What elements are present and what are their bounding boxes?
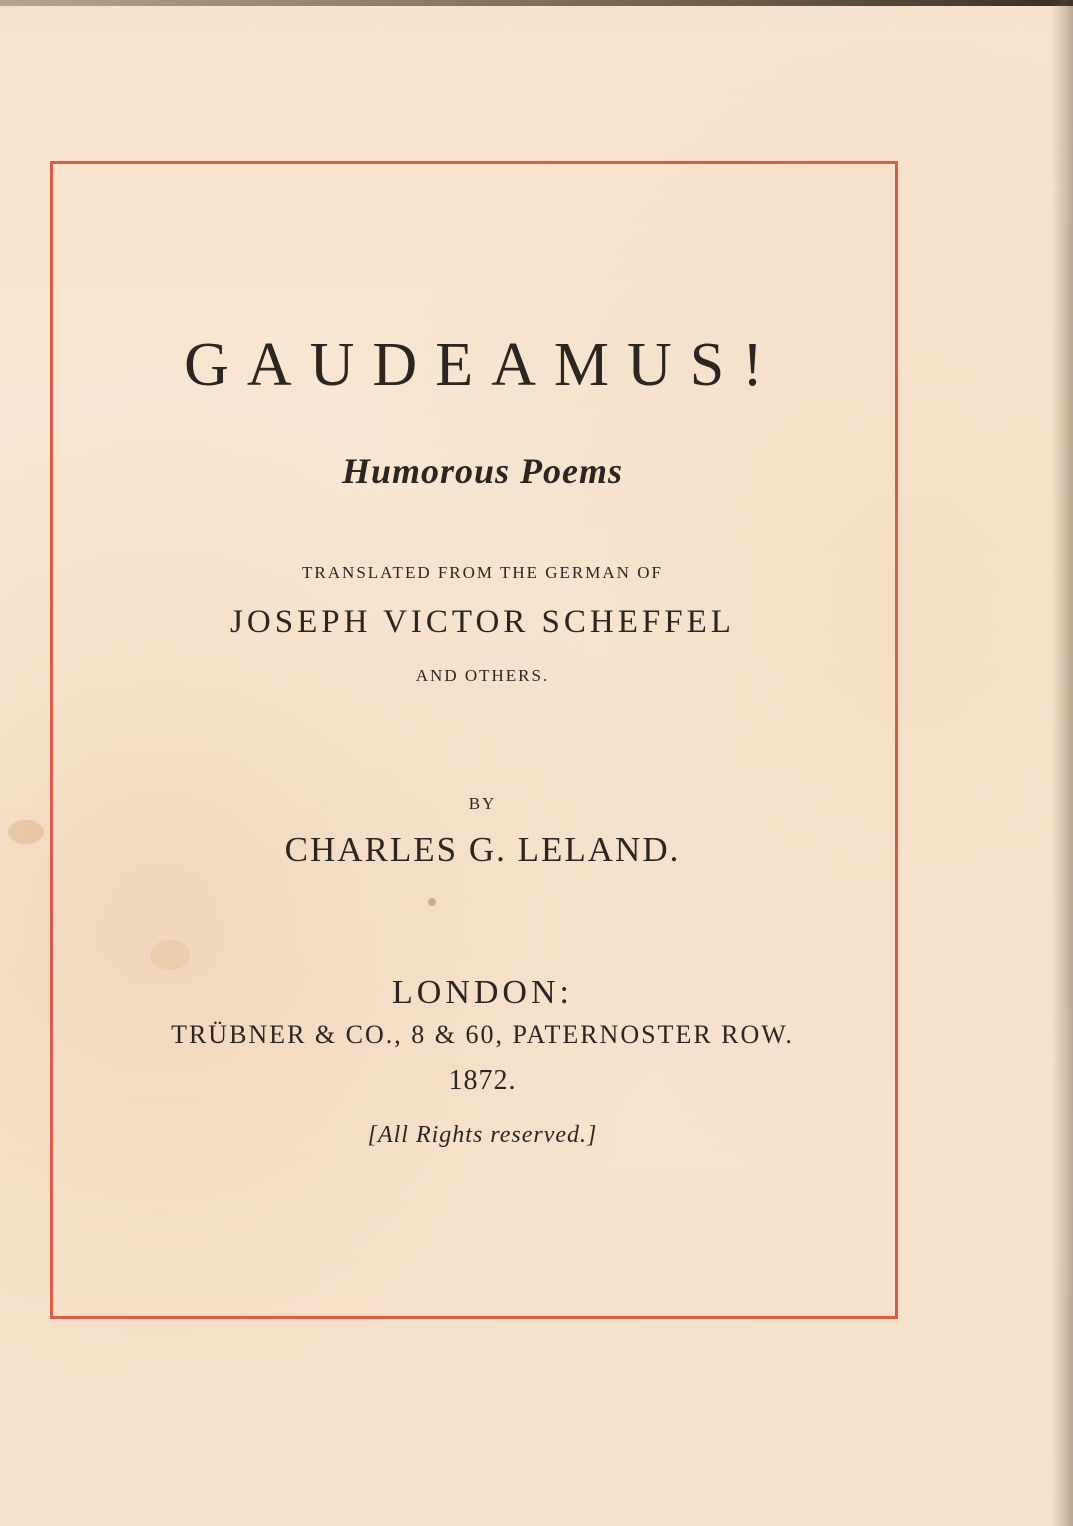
original-author: JOSEPH VICTOR SCHEFFEL — [230, 604, 735, 640]
page-top-edge — [0, 0, 1073, 6]
translator-name: CHARLES G. LELAND. — [284, 830, 681, 869]
imprint-year: 1872. — [448, 1065, 517, 1096]
imprint-city: LONDON: — [392, 974, 573, 1011]
rights-notice: [All Rights reserved.] — [367, 1122, 598, 1148]
page-right-shadow — [1051, 0, 1073, 1526]
imprint-publisher: TRÜBNER & CO., 8 & 60, PATERNOSTER ROW. — [171, 1020, 794, 1049]
book-title: GAUDEAMUS! — [184, 331, 781, 399]
by-line: BY — [468, 794, 497, 813]
book-subtitle: Humorous Poems — [341, 451, 624, 491]
translated-from-line: TRANSLATED FROM THE GERMAN OF — [302, 563, 663, 582]
and-others-line: AND OTHERS. — [415, 666, 550, 685]
